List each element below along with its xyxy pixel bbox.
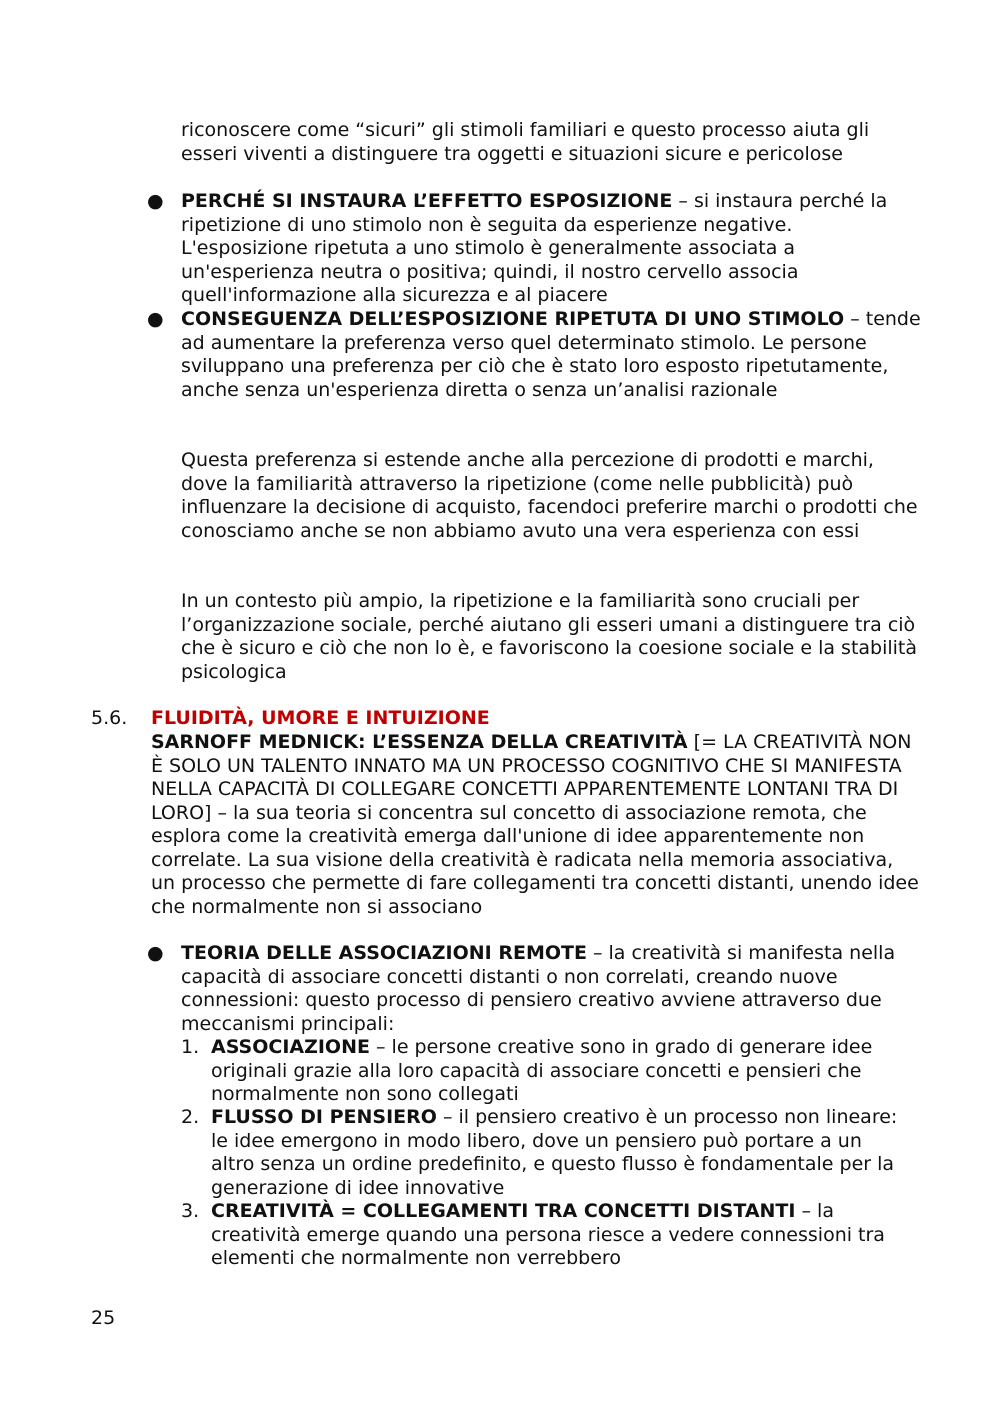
- bullet-title: TEORIA DELLE ASSOCIAZIONI REMOTE: [181, 942, 587, 964]
- bullet-title: CONSEGUENZA DELL’ESPOSIZIONE RIPETUTA DI UNO STIMOLO: [181, 308, 845, 330]
- paragraph-text: In un contesto più ampio, la ripetizione e la familiarità sono cruciali per l’organizzazione sociale, perché aiutano gli esseri umani a distinguere tra ciò che è sicuro e ciò che non lo è, e favoriscono la coesione sociale e la stabilità psicologica: [181, 590, 918, 683]
- numbered-item: [181, 1106, 911, 1200]
- intro-paragraph: [181, 119, 921, 166]
- item-title: FLUSSO DI PENSIERO: [211, 1106, 437, 1128]
- bullet-text: – tende ad aumentare la preferenza verso quel determinato stimolo. Le persone sviluppano una preferenza per ciò che è stato loro esposto ripetutamente, anche senza un'esperienza diretta o senza un’analisi razionale: [181, 308, 921, 401]
- item-title: ASSOCIAZIONE: [211, 1036, 370, 1058]
- section-title: FLUIDITÀ, UMORE E INTUIZIONE: [151, 707, 490, 729]
- bullet-text: – si instaura perché la ripetizione di uno stimolo non è seguita da esperienze negative. L'esposizione ripetuta a uno stimolo è generalmente associata a un'esperienza neutra o positiva; quindi, il nostro cervello associa quell'informazione alla sicurezza e al piacere: [181, 190, 888, 306]
- item-text: – le persone creative sono in grado di generare idee originali grazie alla loro capacità di associare concetti e pensieri che normalmente non sono collegati: [211, 1036, 873, 1105]
- bullet-item: [147, 190, 921, 308]
- paragraph-text: Questa preferenza si estende anche alla percezione di prodotti e marchi, dove la familiarità attraverso la ripetizione (come nelle pubblicità) può influenzare la decisione di acquisto, facendoci preferire marchi o prodotti che conosciamo anche se non abbiamo avuto una vera esperienza con essi: [181, 449, 918, 542]
- bullet-item: [147, 308, 921, 402]
- bullet-dot-icon: ●: [147, 308, 164, 330]
- item-number: 1.: [181, 1036, 200, 1058]
- lead-text: [= LA CREATIVITÀ NON È SOLO UN TALENTO INNATO MA UN PROCESSO COGNITIVO CHE SI MANIFESTA NELLA CAPACITÀ DI COLLEGARE CONCETTI APPARENTEMENTE LONTANI TRA DI LORO] – la sua teoria si concentra sul concetto di associazione remota, che esplora come la creatività emerga dall'unione di idee apparentemente non correlate. La sua visione della creatività è radicata nella memoria associativa, un processo che permette di fare collegamenti tra concetti distanti, unendo idee che normalmente non si associano: [151, 731, 919, 918]
- paragraph: [181, 449, 921, 543]
- bullet-title: PERCHÉ SI INSTAURA L’EFFETTO ESPOSIZIONE: [181, 190, 673, 212]
- item-number: 2.: [181, 1106, 200, 1128]
- bullet-dot-icon: ●: [147, 190, 164, 212]
- bullet-dot-icon: ●: [147, 942, 164, 964]
- section-number: 5.6.: [91, 707, 128, 729]
- item-number: 3.: [181, 1200, 200, 1222]
- section-lead-paragraph: [151, 731, 921, 919]
- paragraph: [181, 590, 921, 684]
- item-text: – la creatività emerge quando una persona riesce a vedere connessioni tra elementi che normalmente non verrebbero: [211, 1200, 885, 1269]
- intro-text: riconoscere come “sicuri” gli stimoli familiari e questo processo aiuta gli esseri viventi a distinguere tra oggetti e situazioni sicure e pericolose: [181, 119, 870, 165]
- item-title: CREATIVITÀ = COLLEGAMENTI TRA CONCETTI DISTANTI: [211, 1200, 796, 1222]
- lead-bold: SARNOFF MEDNICK: L’ESSENZA DELLA CREATIVITÀ: [151, 731, 688, 753]
- page-number: 25: [91, 1307, 116, 1329]
- numbered-item: [181, 1200, 911, 1271]
- bullet-item: [147, 942, 921, 1036]
- item-text: – il pensiero creativo è un processo non lineare: le idee emergono in modo libero, dove un pensiero può portare a un altro senza un ordine predefinito, e questo flusso è fondamentale per la generazione di idee innovative: [211, 1106, 898, 1199]
- numbered-item: [181, 1036, 911, 1107]
- bullet-text: – la creatività si manifesta nella capacità di associare concetti distanti o non correlati, creando nuove connessioni: questo processo di pensiero creativo avviene attraverso due meccanismi principali:: [181, 942, 896, 1035]
